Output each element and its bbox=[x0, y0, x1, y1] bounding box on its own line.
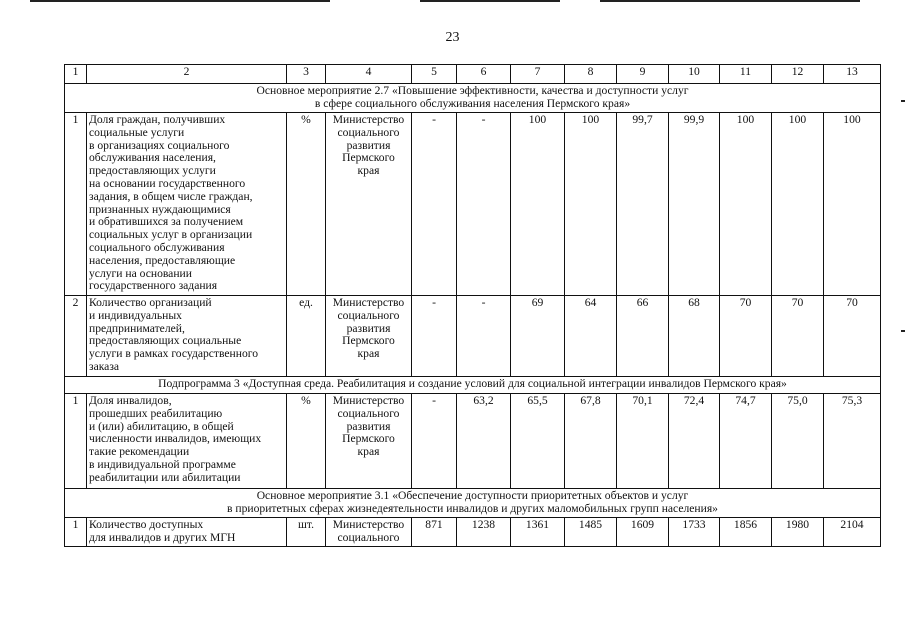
indicator-name-line: Доля граждан, получивших bbox=[89, 113, 226, 126]
value-cell: 871 bbox=[412, 518, 457, 547]
executor-cell bbox=[326, 113, 412, 296]
value-cell: 70 bbox=[720, 296, 772, 377]
value-cell: 70 bbox=[824, 296, 881, 377]
executor-line: социального bbox=[337, 308, 400, 322]
section-heading bbox=[65, 489, 881, 518]
section-heading-line: в сфере социального обслуживания населения Пермского края» bbox=[314, 96, 631, 110]
value-cell: 74,7 bbox=[720, 394, 772, 489]
value-cell: - bbox=[412, 113, 457, 296]
indicator-name-line: такие рекомендации bbox=[89, 445, 190, 459]
executor-cell bbox=[326, 518, 412, 547]
section-row bbox=[65, 377, 881, 394]
indicator-name-line: реабилитации или абилитации bbox=[89, 470, 241, 484]
value-cell: 1238 bbox=[457, 518, 511, 547]
executor-line: Министерство bbox=[332, 113, 405, 126]
executor-line: социального bbox=[337, 406, 400, 420]
indicator-name-line: Доля инвалидов, bbox=[89, 394, 172, 407]
scan-top-line bbox=[30, 0, 330, 2]
column-number: 2 bbox=[87, 65, 287, 84]
indicator-name-line: услуги на основании bbox=[89, 266, 192, 280]
executor-line: Министерство bbox=[332, 394, 405, 407]
indicator-name-line: признанных нуждающимися bbox=[89, 202, 231, 216]
indicator-name-line: предпринимателей, bbox=[89, 321, 185, 335]
value-cell: 68 bbox=[669, 296, 720, 377]
indicator-name-line: обслуживания населения, bbox=[89, 151, 216, 165]
indicator-name bbox=[87, 296, 287, 377]
scan-top-line bbox=[420, 0, 560, 2]
value-cell: 2104 bbox=[824, 518, 881, 547]
value-cell: 1733 bbox=[669, 518, 720, 547]
value-cell: 100 bbox=[565, 113, 617, 296]
indicator-name-line: в индивидуальной программе bbox=[89, 457, 236, 471]
executor-line: социального bbox=[337, 530, 400, 544]
unit-cell: % bbox=[287, 113, 326, 296]
column-number: 7 bbox=[511, 65, 565, 84]
column-number: 6 bbox=[457, 65, 511, 84]
column-numbers-row bbox=[65, 65, 881, 84]
row-number: 1 bbox=[65, 394, 87, 489]
column-number: 3 bbox=[287, 65, 326, 84]
column-number: 10 bbox=[669, 65, 720, 84]
value-cell: 67,8 bbox=[565, 394, 617, 489]
indicator-name-line: численности инвалидов, имеющих bbox=[89, 432, 262, 446]
value-cell: 1856 bbox=[720, 518, 772, 547]
executor-line: развития bbox=[346, 321, 391, 335]
indicator-name-line: в организациях социального bbox=[89, 138, 230, 152]
column-number: 5 bbox=[412, 65, 457, 84]
section-heading-line: Подпрограмма 3 «Доступная среда. Реабилитация и создание условий для социальной интеграции инвалидов Пермского края» bbox=[158, 377, 787, 390]
value-cell: 63,2 bbox=[457, 394, 511, 489]
scan-top-line bbox=[600, 0, 860, 2]
section-heading bbox=[65, 377, 881, 394]
value-cell: 75,3 bbox=[824, 394, 881, 489]
executor-line: края bbox=[357, 347, 380, 361]
value-cell: 100 bbox=[720, 113, 772, 296]
value-cell: 65,5 bbox=[511, 394, 565, 489]
section-heading bbox=[65, 84, 881, 113]
value-cell: 66 bbox=[617, 296, 669, 377]
scan-edge-mark bbox=[901, 100, 905, 102]
value-cell: - bbox=[412, 394, 457, 489]
value-cell: 1609 bbox=[617, 518, 669, 547]
column-number: 9 bbox=[617, 65, 669, 84]
section-row bbox=[65, 489, 881, 518]
column-number: 1 bbox=[65, 65, 87, 84]
indicator-name-line: Количество организаций bbox=[89, 296, 212, 309]
value-cell: 100 bbox=[772, 113, 824, 296]
table-row bbox=[65, 394, 881, 489]
executor-line: Пермского bbox=[342, 334, 395, 348]
indicator-name-line: на основании государственного bbox=[89, 176, 246, 190]
indicator-name-line: Количество доступных bbox=[89, 518, 204, 531]
indicator-name-line: услуги в рамках государственного bbox=[89, 347, 259, 361]
value-cell: 75,0 bbox=[772, 394, 824, 489]
executor-line: края bbox=[357, 445, 380, 459]
executor-cell bbox=[326, 394, 412, 489]
indicator-name bbox=[87, 518, 287, 547]
value-cell: 1980 bbox=[772, 518, 824, 547]
section-row bbox=[65, 84, 881, 113]
column-number: 13 bbox=[824, 65, 881, 84]
value-cell: 1485 bbox=[565, 518, 617, 547]
column-number: 12 bbox=[772, 65, 824, 84]
value-cell: - bbox=[457, 113, 511, 296]
indicator-name-line: заказа bbox=[89, 359, 120, 373]
section-heading-line: Основное мероприятие 2.7 «Повышение эффективности, качества и доступности услуг bbox=[256, 84, 689, 97]
executor-line: развития bbox=[346, 419, 391, 433]
executor-line: края bbox=[357, 164, 380, 178]
indicator-name bbox=[87, 394, 287, 489]
value-cell: 1361 bbox=[511, 518, 565, 547]
column-number: 11 bbox=[720, 65, 772, 84]
executor-line: Пермского bbox=[342, 151, 395, 165]
indicator-name-line: и (или) абилитацию, в общей bbox=[89, 419, 234, 433]
column-number: 4 bbox=[326, 65, 412, 84]
table-row bbox=[65, 518, 881, 547]
value-cell: 99,7 bbox=[617, 113, 669, 296]
executor-line: Министерство bbox=[332, 518, 405, 531]
value-cell: 72,4 bbox=[669, 394, 720, 489]
indicator-name-line: социальные услуги bbox=[89, 125, 185, 139]
indicator-name-line: и обратившихся за получением bbox=[89, 215, 244, 229]
value-cell: 70 bbox=[772, 296, 824, 377]
indicator-name-line: для инвалидов и других МГН bbox=[89, 530, 236, 544]
value-cell: 69 bbox=[511, 296, 565, 377]
value-cell: 64 bbox=[565, 296, 617, 377]
indicator-name bbox=[87, 113, 287, 296]
indicator-name-line: социального обслуживания bbox=[89, 240, 225, 254]
row-number: 1 bbox=[65, 518, 87, 547]
value-cell: 100 bbox=[511, 113, 565, 296]
table-row bbox=[65, 296, 881, 377]
value-cell: 100 bbox=[824, 113, 881, 296]
indicator-name-line: прошедших реабилитацию bbox=[89, 406, 223, 420]
row-number: 2 bbox=[65, 296, 87, 377]
executor-cell bbox=[326, 296, 412, 377]
indicator-name-line: задания, в общем числе граждан, bbox=[89, 189, 253, 203]
executor-line: социального bbox=[337, 125, 400, 139]
section-heading-line: в приоритетных сферах жизнедеятельности инвалидов и других маломобильных групп населения» bbox=[227, 501, 718, 515]
indicator-name-line: социальных услуг в организации bbox=[89, 228, 253, 242]
indicator-name-line: предоставляющих социальные bbox=[89, 334, 242, 348]
unit-cell: % bbox=[287, 394, 326, 489]
scan-edge-mark bbox=[901, 330, 905, 332]
column-number: 8 bbox=[565, 65, 617, 84]
value-cell: 99,9 bbox=[669, 113, 720, 296]
table-row bbox=[65, 113, 881, 296]
value-cell: 70,1 bbox=[617, 394, 669, 489]
indicator-name-line: предоставляющих услуги bbox=[89, 164, 216, 178]
row-number: 1 bbox=[65, 113, 87, 296]
executor-line: Министерство bbox=[332, 296, 405, 309]
indicator-name-line: государственного задания bbox=[89, 279, 218, 293]
indicator-name-line: и индивидуальных bbox=[89, 308, 182, 322]
value-cell: - bbox=[412, 296, 457, 377]
page-number: 23 bbox=[445, 30, 460, 45]
unit-cell: ед. bbox=[287, 296, 326, 377]
executor-line: Пермского bbox=[342, 432, 395, 446]
value-cell: - bbox=[457, 296, 511, 377]
section-heading-line: Основное мероприятие 3.1 «Обеспечение доступности приоритетных объектов и услуг bbox=[256, 489, 689, 502]
unit-cell: шт. bbox=[287, 518, 326, 547]
indicator-name-line: населения, предоставляющие bbox=[89, 253, 236, 267]
indicators-table bbox=[64, 64, 881, 547]
executor-line: развития bbox=[346, 138, 391, 152]
